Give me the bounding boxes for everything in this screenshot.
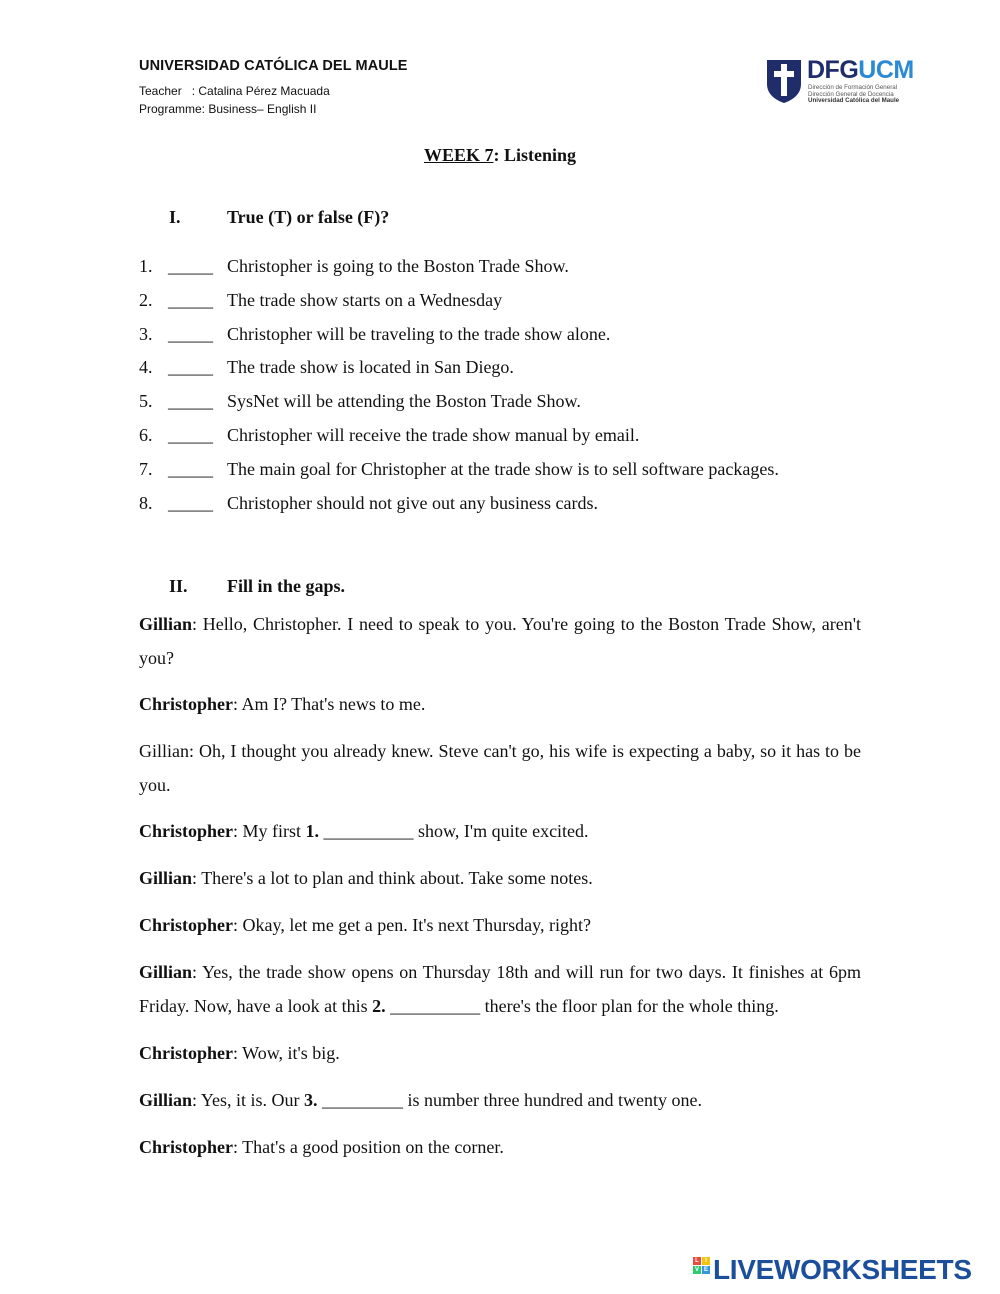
section-1-heading: I. True (T) or false (F)? [169, 207, 390, 227]
dialog-line: Christopher: Am I? That's news to me. [139, 694, 426, 714]
list-item: 5. _____ SysNet will be attending the Boston Trade Show. [139, 391, 581, 412]
shield-cross-icon [765, 58, 803, 104]
page-title: WEEK 7: Listening [423, 145, 577, 165]
section-2-heading: II. Fill in the gaps. [169, 576, 346, 596]
answer-blank[interactable]: _____ [168, 424, 213, 445]
dialog-line: Christopher: Wow, it's big. [139, 1043, 340, 1063]
list-item: 6. _____ Christopher will receive the trade show manual by email. [139, 424, 640, 445]
dialog-line: Christopher: That's a good position on the corner. [139, 1137, 504, 1157]
liveworksheets-brand: LIVEWORKSHEETS [713, 1254, 972, 1285]
answer-blank[interactable]: _____ [168, 323, 213, 344]
dialog-line: Gillian: There's a lot to plan and think about. Take some notes. [139, 868, 593, 888]
list-item: 3. _____ Christopher will be traveling to the trade show alone. [139, 323, 611, 344]
logo-wordmark: DFGUCM [807, 56, 914, 84]
list-item: 2. _____ The trade show starts on a Wednesday [139, 289, 503, 310]
liveworksheets-badge-icon: L I V E [694, 1258, 708, 1273]
liveworksheets-footer [693, 1254, 972, 1286]
gap-3[interactable]: _________ [317, 1090, 408, 1110]
programme-line: Programme: Business– English II [139, 102, 317, 116]
list-item: 7. _____ The main goal for Christopher at the trade show is to sell software packages. [139, 458, 779, 479]
answer-blank[interactable]: _____ [168, 256, 213, 276]
list-item: 1. _____ Christopher is going to the Boston Trade Show. [139, 256, 569, 276]
dialog-line: Christopher: Okay, let me get a pen. It's next Thursday, right? [139, 915, 591, 935]
dialog-line: Gillian: Yes, it is. Our 3. _________ is number three hundred and twenty one. [139, 1090, 702, 1110]
dialog-line: Gillian: Oh, I thought you already knew. Steve can't go, his wife is expecting a baby, so it has to be you. [139, 741, 861, 795]
dialog-line: Gillian: Hello, Christopher. I need to speak to you. You're going to the Boston Trade Show, aren't you? [139, 614, 861, 668]
answer-blank[interactable]: _____ [168, 289, 213, 310]
dialog-line: Christopher: My first 1. __________ show, I'm quite excited. [139, 821, 589, 841]
university-name: UNIVERSIDAD CATÓLICA DEL MAULE [139, 58, 408, 74]
list-item: 8. _____ Christopher should not give out any business cards. [139, 492, 598, 513]
true-false-list [139, 254, 779, 524]
answer-blank[interactable]: _____ [168, 357, 213, 378]
gap-2[interactable]: __________ [385, 995, 485, 1016]
answer-blank[interactable]: _____ [168, 391, 213, 412]
answer-blank[interactable]: _____ [168, 458, 213, 479]
header-block [139, 58, 408, 118]
list-item: 4. _____ The trade show is located in San Diego. [139, 357, 514, 378]
answer-blank[interactable]: _____ [168, 492, 213, 513]
gap-1[interactable]: __________ [319, 821, 419, 841]
teacher-line: Teacher : Catalina Pérez Macuada [139, 84, 330, 98]
dfgucm-logo [765, 56, 935, 106]
dialog-line: Gillian: Yes, the trade show opens on Thursday 18th and will run for two days. It finishes at 6pm Friday. Now, have a look at this 2. __________ there's the floor plan for the whole thing. [139, 962, 861, 1016]
logo-subtitle: Dirección de Formación General Dirección General de Docencia Universidad Católica del Maule [808, 84, 900, 105]
